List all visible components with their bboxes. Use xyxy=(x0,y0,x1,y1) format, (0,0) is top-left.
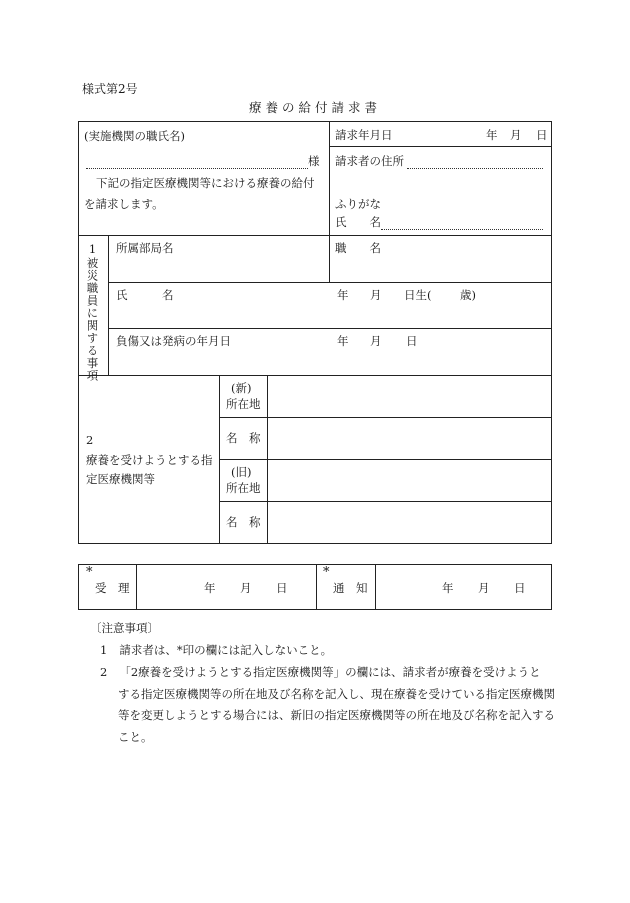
old-name-label: 名 称 xyxy=(226,515,261,529)
injury-date-label: 負傷又は発病の年月日 xyxy=(116,334,231,348)
injury-month-label: 月 xyxy=(370,334,382,348)
section1-row1-bottom xyxy=(108,282,552,283)
note-1-number: 1 xyxy=(100,642,108,657)
section1-position-divider xyxy=(329,235,330,282)
requester-name-field[interactable] xyxy=(381,229,543,230)
birth-month-label: 月 xyxy=(370,288,382,302)
top-row-divider-right xyxy=(329,146,552,147)
request-text-line1: 下記の指定医療機関等における療養の給付 xyxy=(96,176,315,190)
old-tag: (旧) xyxy=(231,465,252,479)
request-year-label: 年 xyxy=(486,128,498,142)
notice-asterisk: * xyxy=(323,565,330,580)
notice-year-label: 年 xyxy=(442,581,454,595)
note-2-line1: 「2療養を受けようとする指定医療機関等」の欄には、請求者が療養を受けようと xyxy=(119,664,541,679)
new-name-label: 名 称 xyxy=(226,431,261,445)
receipt-notice-divider xyxy=(316,564,317,610)
injury-day-label: 日 xyxy=(406,334,418,348)
birth-year-label: 年 xyxy=(337,288,349,302)
old-location-label: 所在地 xyxy=(226,481,261,495)
address-label: 請求者の住所 xyxy=(335,154,404,168)
new-tag: (新) xyxy=(231,381,252,395)
request-text-line2: を請求します。 xyxy=(84,197,164,211)
injury-year-label: 年 xyxy=(337,334,349,348)
top-divider-vertical xyxy=(329,121,330,235)
notice-label-divider xyxy=(375,564,376,610)
receipt-label-divider xyxy=(136,564,137,610)
section1-row2-bottom xyxy=(108,328,552,329)
receipt-label: 受 理 xyxy=(95,581,130,595)
section2-row3-bottom xyxy=(219,501,552,502)
institution-name-field[interactable] xyxy=(86,168,308,169)
request-date-label: 請求年月日 xyxy=(335,128,393,142)
department-label: 所属部局名 xyxy=(116,241,174,255)
note-2-line2: する指定医療機関等の所在地及び名称を記入し、現在療養を受けている指定医療機関 xyxy=(118,686,555,701)
receipt-day-label: 日 xyxy=(276,581,288,595)
note-1-text: 請求者は、*印の欄には記入しないこと。 xyxy=(119,642,333,657)
request-month-label: 月 xyxy=(510,128,522,142)
note-item-2 xyxy=(100,662,560,684)
notes-section xyxy=(90,618,560,749)
receipt-asterisk: * xyxy=(86,565,93,580)
section1-heading-divider xyxy=(108,235,109,376)
furigana-label: ふりがな xyxy=(335,197,381,211)
section2-row1-bottom xyxy=(219,417,552,418)
institution-label: (実施機関の職氏名) xyxy=(84,129,185,143)
section2-label-line1: 療養を受けようとする指 xyxy=(86,453,213,467)
notice-day-label: 日 xyxy=(514,581,526,595)
requester-name-label: 氏 名 xyxy=(335,215,381,229)
section1-bottom xyxy=(78,375,552,376)
employee-name-label: 氏 名 xyxy=(116,288,174,302)
note-2-number: 2 xyxy=(100,664,108,679)
section2-label-line2: 定医療機関等 xyxy=(86,472,155,486)
age-label: 歳) xyxy=(460,288,476,302)
receipt-year-label: 年 xyxy=(204,581,216,595)
section2-number: 2 xyxy=(86,433,94,447)
birth-day-label: 日生( xyxy=(404,288,432,302)
sama-label: 様 xyxy=(308,154,320,168)
request-day-label: 日 xyxy=(536,128,548,142)
receipt-month-label: 月 xyxy=(240,581,252,595)
form-number: 様式第2号 xyxy=(82,82,138,96)
position-label: 職 名 xyxy=(335,241,381,255)
top-section-bottom xyxy=(78,235,552,236)
address-field[interactable] xyxy=(407,168,543,169)
new-location-label: 所在地 xyxy=(226,397,261,411)
section1-heading: 1被災職員に関する事項 xyxy=(85,242,100,382)
note-2-line3: 等を変更しようとする場合には、新旧の指定医療機関等の所在地及び名称を記入する xyxy=(118,708,555,723)
notes-heading: 〔注意事項〕 xyxy=(90,621,159,635)
note-item-1 xyxy=(100,640,560,662)
section2-row2-bottom xyxy=(219,459,552,460)
document-title: 療養の給付請求書 xyxy=(248,100,381,115)
note-2-line4: こと。 xyxy=(118,730,153,745)
notice-label: 通 知 xyxy=(333,581,368,595)
notice-month-label: 月 xyxy=(478,581,490,595)
